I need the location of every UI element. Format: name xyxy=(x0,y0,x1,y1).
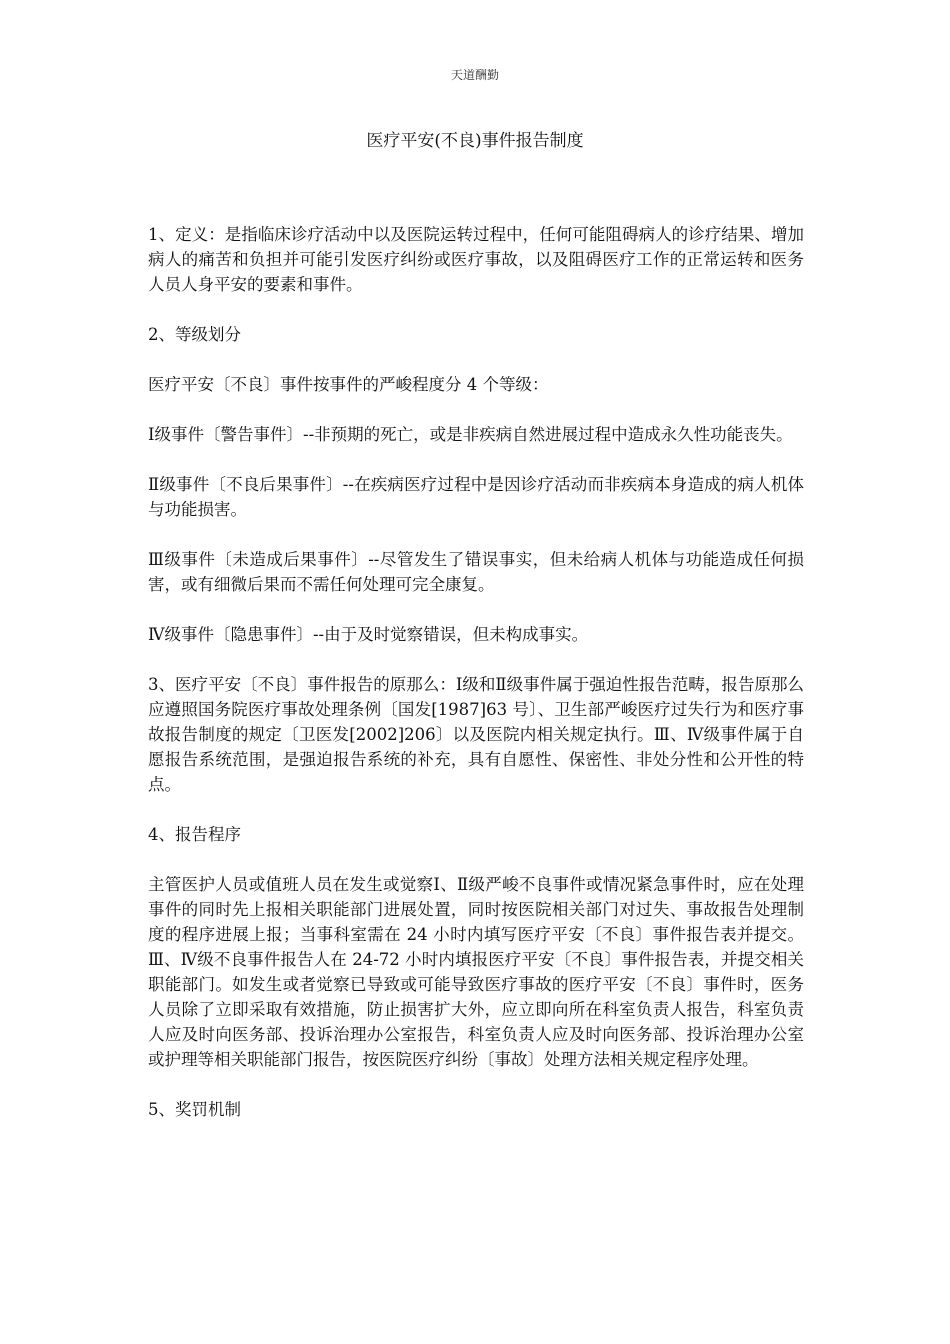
paragraph-level-2: Ⅱ级事件〔不良后果事件〕--在疾病医疗过程中是因诊疗活动而非疾病本身造成的病人机体与功能损害。 xyxy=(148,475,804,519)
section-heading-levels: 2、等级划分 xyxy=(148,325,241,344)
document-body xyxy=(148,222,804,1147)
page-header: 天道酬勤 xyxy=(450,68,499,82)
section-heading-procedure: 4、报告程序 xyxy=(148,825,241,844)
section-heading-rewards: 5、奖罚机制 xyxy=(148,1100,241,1119)
paragraph-definition: 1、定义：是指临床诊疗活动中以及医院运转过程中，任何可能阻碍病人的诊疗结果、增加病人的痛苦和负担并可能引发医疗纠纷或医疗事故，以及阻碍医疗工作的正常运转和医务人员人身平安的要素和事件。 xyxy=(148,225,804,294)
paragraph-level-1: Ⅰ级事件〔警告事件〕--非预期的死亡，或是非疾病自然进展过程中造成永久性功能丧失。 xyxy=(148,425,793,444)
paragraph-levels-intro: 医疗平安〔不良〕事件按事件的严峻程度分 4 个等级： xyxy=(148,375,549,394)
paragraph-procedure: 主管医护人员或值班人员在发生或觉察Ⅰ、Ⅱ级严峻不良事件或情况紧急事件时，应在处理事件的同时先上报相关职能部门进展处置，同时按医院相关部门对过失、事故报告处理制度的程序进展上报；当事科室需在 24 小时内填写医疗平安〔不良〕事件报告表并提交。Ⅲ、Ⅳ级不良事件报告人在 24-72 小时内填报医疗平安〔不良〕事件报告表，并提交相关职能部门。如发生或者觉察已导致或可能导致医疗事故的医疗平安〔不良〕事件时，医务人员除了立即采取有效措施，防止损害扩大外，应立即向所在科室负责人报告，科室负责人应及时向医务部、投诉治理办公室报告，科室负责人应及时向医务部、投诉治理办公室或护理等相关职能部门报告，按医院医疗纠纷〔事故〕处理方法相关规定程序处理。 xyxy=(148,875,804,1069)
paragraph-level-4: Ⅳ级事件〔隐患事件〕--由于及时觉察错误，但未构成事实。 xyxy=(148,625,589,644)
document-title: 医疗平安(不良)事件报告制度 xyxy=(366,131,584,151)
paragraph-level-3: Ⅲ级事件〔未造成后果事件〕--尽管发生了错误事实，但未给病人机体与功能造成任何损害，或有细微后果而不需任何处理可完全康复。 xyxy=(148,550,804,594)
paragraph-reporting-principles: 3、医疗平安〔不良〕事件报告的原那么：Ⅰ级和Ⅱ级事件属于强迫性报告范畴，报告原那么应遵照国务院医疗事故处理条例〔国发[1987]63 号〕、卫生部严峻医疗过失行为和医疗事故报告制度的规定〔卫医发[2002]206〕以及医院内相关规定执行。Ⅲ、Ⅳ级事件属于自愿报告系统范围，是强迫报告系统的补充，具有自愿性、保密性、非处分性和公开性的特点。 xyxy=(148,675,804,794)
